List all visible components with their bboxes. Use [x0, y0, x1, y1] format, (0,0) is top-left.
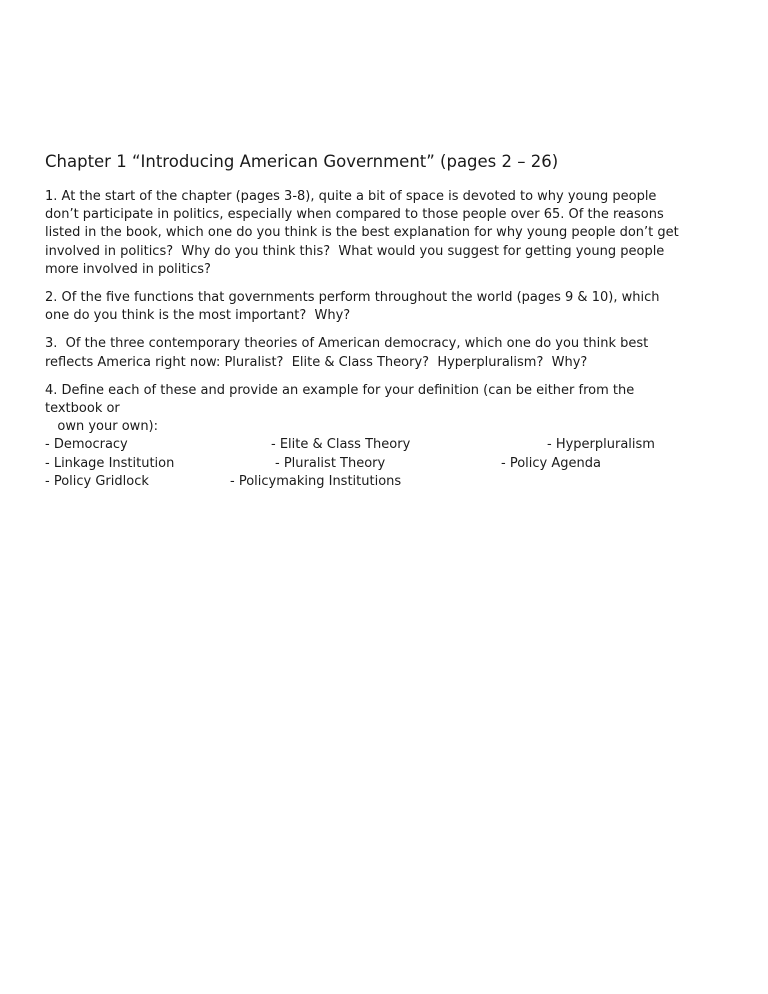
term-policy-gridlock: - Policy Gridlock: [45, 473, 149, 489]
term-elite-class-theory: - Elite & Class Theory: [271, 437, 411, 453]
question-1: 1. At the start of the chapter (pages 3-8), quite a bit of space is devoted to why young people don’t participate in politics, especially when compared to those people over 65. Of the reasons listed in the book, which one do you think is the best explanation for why young people don’t get involved in politics? Why do you think this? What would you suggest for getting young people more involved in politics?: [45, 189, 679, 277]
term-policy-agenda: - Policy Agenda: [501, 455, 601, 471]
document-page: [45, 152, 735, 492]
terms-list: [45, 436, 735, 492]
question-3: 3. Of the three contemporary theories of American democracy, which one do you think best reflects America right now: Pluralist? Elite & Class Theory? Hyperpluralism? Why?: [45, 336, 649, 370]
term-hyperpluralism: - Hyperpluralism: [547, 437, 655, 453]
question-2: 2. Of the five functions that governments perform throughout the world (pages 9 & 10), which one do you think is the most important? Why?: [45, 290, 660, 324]
term-policymaking-institutions: - Policymaking Institutions: [230, 473, 402, 489]
term-pluralist-theory: - Pluralist Theory: [275, 455, 386, 471]
term-linkage-institution: - Linkage Institution: [45, 455, 175, 471]
chapter-title: Chapter 1 “Introducing American Government” (pages 2 – 26): [45, 152, 559, 171]
question-4: 4. Define each of these and provide an example for your definition (can be either from the textbook or own your own):: [45, 382, 635, 435]
term-democracy: - Democracy: [45, 437, 128, 453]
